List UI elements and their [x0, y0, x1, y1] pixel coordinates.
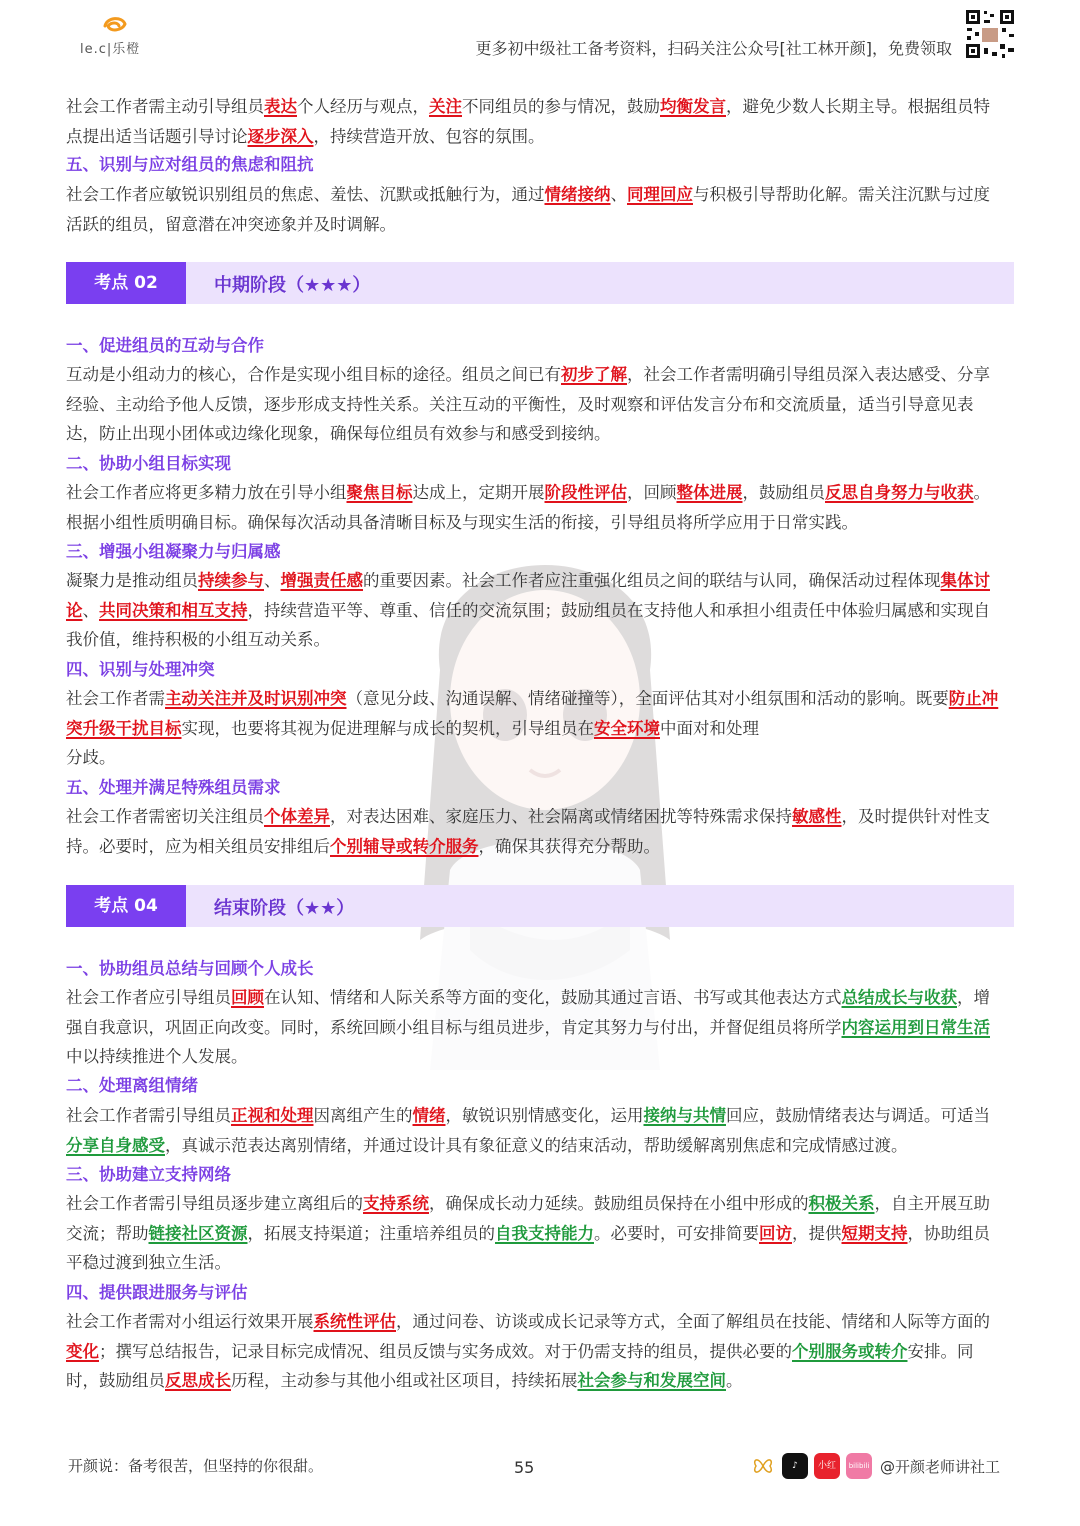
xiaohongshu-icon[interactable]: 小红书	[814, 1453, 840, 1479]
s02-heading-5: 五、处理并满足特殊组员需求	[66, 778, 281, 797]
s04-paragraph-1: 社会工作者应引导组员回顾在认知、情绪和人际关系等方面的变化，鼓励其通过言语、书写或其他表达方式总结成长与收获，增强自我意识，巩固正向改变。同时，系统回顾小组目标与组员进步，肯定其努力与付出，并督促组员将所学内容运用到日常生活中以持续推进个人发展。	[66, 988, 990, 1066]
s02-heading-1: 一、促进组员的互动与合作	[66, 336, 264, 355]
section-title-02: 中期阶段（★★★）	[214, 275, 371, 296]
s02-paragraph-2: 社会工作者应将更多精力放在引导小组聚焦目标达成上，定期开展阶段性评估，回顾整体进展，鼓励组员反思自身努力与收获。根据小组性质明确目标。确保每次活动具备清晰目标及与现实生活的衔接，引导组员将所学应用于日常实践。	[66, 483, 990, 532]
s04-heading-1: 一、协助组员总结与回顾个人成长	[66, 959, 314, 978]
s04-heading-2: 二、处理离组情绪	[66, 1076, 198, 1095]
s02-paragraph-5: 社会工作者需密切关注组员个体差异，对表达困难、家庭压力、社会隔离或情绪困扰等特殊需求保持敏感性，及时提供针对性支持。必要时，应为相关组员安排组后个别辅导或转介服务，确保其获得充分帮助。	[66, 807, 990, 856]
section-banner-02	[66, 262, 1014, 304]
s04-heading-4: 四、提供跟进服务与评估	[66, 1283, 248, 1302]
footer-slogan: 开颜说：备考很苦，但坚持的你很甜。	[68, 1457, 324, 1475]
logo	[80, 10, 150, 58]
s02-paragraph-4: 社会工作者需主动关注并及时识别冲突（意见分歧、沟通误解、情绪碰撞等），全面评估其对小组氛围和活动的影响。既要防止冲突升级干扰目标实现，也要将其视为促进理解与成长的契机，引导组员在安全环境中面对和处理 分歧。	[66, 689, 999, 767]
bilibili-icon[interactable]: bilibili	[846, 1453, 872, 1479]
s04-heading-3: 三、协助建立支持网络	[66, 1165, 231, 1184]
intro-heading-5: 五、识别与应对组员的焦虑和阻抗	[66, 155, 314, 174]
s02-paragraph-3: 凝聚力是推动组员持续参与、增强责任感的重要因素。社会工作者应注重强化组员之间的联结与认同，确保活动过程体现集体讨论、共同决策和相互支持，持续营造平等、尊重、信任的交流氛围；鼓励组员在支持他人和承担小组责任中体验归属感和实现自我价值，维持积极的小组互动关系。	[66, 571, 990, 649]
promo-text: 更多初中级社工备考资料，扫码关注公众号[社工林开颜]，免费领取	[475, 39, 952, 58]
s02-paragraph-1: 互动是小组动力的核心，合作是实现小组目标的途径。组员之间已有初步了解，社会工作者需明确引导组员深入表达感受、分享经验、主动给予他人反馈，逐步形成支持性关系。关注互动的平衡性，及时观察和评估发言分布和交流质量，适当引导意见表达，防止出现小团体或边缘化现象，确保每位组员有效参与和感受到接纳。	[66, 365, 990, 443]
section-tag-02: 考点 02	[66, 262, 186, 304]
s02-heading-2: 二、协助小组目标实现	[66, 454, 231, 473]
s04-paragraph-2: 社会工作者需引导组员正视和处理因离组产生的情绪，敏锐识别情感变化，运用接纳与共情回应，鼓励情绪表达与调适。可适当分享自身感受，真诚示范表达离别情绪，并通过设计具有象征意义的结束活动，帮助缓解离别焦虑和完成情感过渡。	[66, 1106, 990, 1155]
qr-code-icon[interactable]	[964, 8, 1016, 60]
section-banner-04	[66, 885, 1014, 927]
page-number: 55	[514, 1458, 535, 1477]
logo-swirl-icon	[102, 14, 128, 34]
logo-text: le.c|乐橙	[80, 42, 141, 57]
s04-paragraph-3: 社会工作者需引导组员逐步建立离组后的支持系统，确保成长动力延续。鼓励组员保持在小组中形成的积极关系，自主开展互助交流；帮助链接社区资源，拓展支持渠道；注重培养组员的自我支持能力。必要时，可安排简要回访，提供短期支持，协助组员平稳过渡到独立生活。	[66, 1194, 990, 1272]
footer-handle: @开颜老师讲社工	[880, 1458, 1001, 1476]
page-header	[0, 0, 1080, 70]
butterfly-icon	[752, 1456, 774, 1476]
s02-heading-3: 三、增强小组凝聚力与归属感	[66, 542, 281, 561]
section-tag-04: 考点 04	[66, 885, 186, 927]
s04-paragraph-4: 社会工作者需对小组运行效果开展系统性评估，通过问卷、访谈或成长记录等方式，全面了解组员在技能、情绪和人际等方面的变化；撰写总结报告，记录目标完成情况、组员反馈与实务成效。对于仍需支持的组员，提供必要的个别服务或转介安排。同时，鼓励组员反思成长历程，主动参与其他小组或社区项目，持续拓展社会参与和发展空间。	[66, 1312, 990, 1390]
tiktok-icon[interactable]: ♪	[782, 1453, 808, 1479]
intro-paragraph-1: 社会工作者需主动引导组员表达个人经历与观点，关注不同组员的参与情况，鼓励均衡发言，避免少数人长期主导。根据组员特点提出适当话题引导讨论逐步深入，持续营造开放、包容的氛围。	[66, 97, 990, 146]
section-title-04: 结束阶段（★★）	[214, 898, 355, 919]
s02-heading-4: 四、识别与处理冲突	[66, 660, 215, 679]
intro-paragraph-2: 社会工作者应敏锐识别组员的焦虑、羞怯、沉默或抵触行为，通过情绪接纳、同理回应与积极引导帮助化解。需关注沉默与过度活跃的组员，留意潜在冲突迹象并及时调解。	[66, 185, 990, 234]
